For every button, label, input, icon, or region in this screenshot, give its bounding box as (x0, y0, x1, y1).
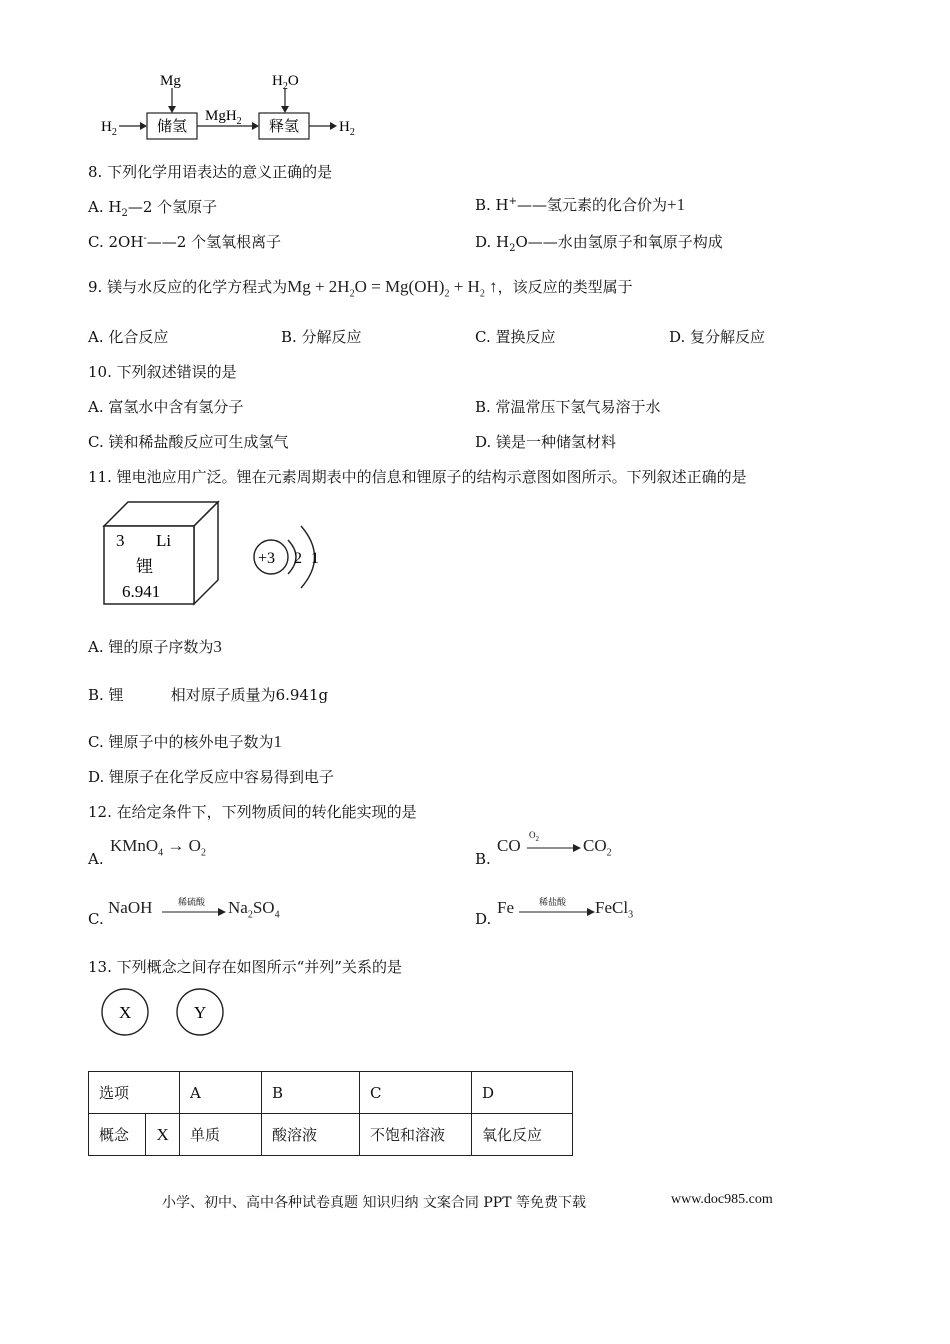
table-cell: 酸溶液 (262, 1114, 360, 1156)
lithium-element-cell (100, 498, 222, 608)
table-header-cell: B (262, 1072, 360, 1114)
table-header-cell: C (360, 1072, 472, 1114)
q12-option-c: C. NaOH 稀硫酸 $Na_2SO_4$ (88, 898, 280, 928)
table-row (89, 1114, 573, 1156)
q10-option-d: D. 镁是一种储氢材料 (475, 433, 617, 451)
flow-mgh2-label: MgH$_2$ (205, 108, 242, 127)
li-atomic-mass: 6.941 (122, 582, 161, 601)
li-shell-2-electrons: 1 (311, 550, 319, 567)
q13-stem: 13. 下列概念之间存在如图所示“并列”关系的是 (88, 958, 402, 976)
q12-stem: 12. 在给定条件下，下列物质间的转化能实现的是 (88, 803, 417, 821)
li-shell-1-electrons: 2 (294, 550, 302, 567)
q10-stem: 10. 下列叙述错误的是 (88, 363, 237, 381)
flow-h2-in: $H_2$ (101, 119, 117, 138)
table-header-cell: A (180, 1072, 262, 1114)
li-symbol: Li (156, 531, 172, 550)
q9-equation: $Mg + 2H_2O = Mg(OH)_2 + H_2$ ↑ (287, 277, 498, 300)
q10-option-a: A. 富氢水中含有氢分子 (88, 398, 244, 416)
table-cell: 概念 (89, 1114, 146, 1156)
q11-option-b: B. 锂 相对原子质量为6.941g (88, 686, 329, 704)
q9-option-a: A. 化合反应 (88, 328, 169, 346)
q12-option-a: A. KMnO$_4$ → $O_2$ (88, 836, 206, 868)
footer-text: 小学、初中、高中各种试卷真题 知识归纳 文案合同 PPT 等免费下载 (162, 1195, 586, 1211)
store-label: 储氢 (157, 119, 188, 135)
table-header-cell: D (472, 1072, 573, 1114)
table-cell: 单质 (180, 1114, 262, 1156)
q11-option-c: C. 锂原子中的核外电子数为1 (88, 732, 282, 751)
q13-options-table (88, 1071, 573, 1156)
li-nucleus: +3 (258, 550, 276, 567)
q12-option-b: B. CO $O_2$ $CO_2$ (475, 830, 612, 868)
q8-option-d: D. $H_2O——$水由氢原子和氧原子构成 (475, 233, 723, 254)
q8-option-c: C. 2OH-——2 个氢氧根离子 (88, 233, 282, 251)
q11-option-d: D. 锂原子在化学反应中容易得到电子 (88, 768, 335, 786)
table-cell: 氧化反应 (472, 1114, 573, 1156)
table-cell: X (146, 1114, 180, 1156)
q9-option-b: B. 分解反应 (281, 328, 362, 346)
q8-option-a: A. $H_2—2$ 个氢原子 (88, 198, 218, 219)
q11-option-a: A. 锂的原子序数为3 (88, 637, 222, 656)
q9-stem: 9. 镁与水反应的化学方程式为$Mg + 2H_2O = Mg(OH)_2 + H_2$ ↑，该反应的类型属于 (88, 277, 633, 300)
flow-h2-out: $H_2$ (339, 119, 355, 138)
q9-option-d: D. 复分解反应 (669, 328, 766, 346)
flow-h2o-label: $H_2O$ (272, 73, 299, 92)
q8-option-b: B. H+——氢元素的化合价为+1 (475, 195, 686, 214)
table-header-cell: 选项 (89, 1072, 180, 1114)
q10-option-c: C. 镁和稀盐酸反应可生成氢气 (88, 433, 289, 451)
release-label: 释氢 (269, 119, 300, 135)
lithium-atom-structure (248, 516, 328, 598)
li-name: 锂 (136, 557, 153, 576)
flow-mg-label: Mg (160, 73, 181, 89)
q9-option-c: C. 置换反应 (475, 328, 556, 346)
q10-option-b: B. 常温常压下氢气易溶于水 (475, 398, 661, 416)
q12-option-d: D. Fe 稀盐酸 FeCl$_3$ (475, 898, 634, 928)
q11-stem: 11. 锂电池应用广泛。锂在元素周期表中的信息和锂原子的结构示意图如图所示。下列叙述正确的是 (88, 468, 747, 486)
hydrogen-storage-diagram (95, 68, 370, 143)
circle-y-label: Y (194, 1003, 207, 1022)
parallel-relation-diagram (98, 986, 228, 1038)
q8-stem: 8. 下列化学用语表达的意义正确的是 (88, 163, 333, 181)
circle-x-label: X (119, 1003, 132, 1022)
li-atomic-number: 3 (116, 531, 125, 550)
footer-url[interactable]: www.doc985.com (671, 1192, 773, 1207)
table-cell: 不饱和溶液 (360, 1114, 472, 1156)
table-header-row (89, 1072, 573, 1114)
